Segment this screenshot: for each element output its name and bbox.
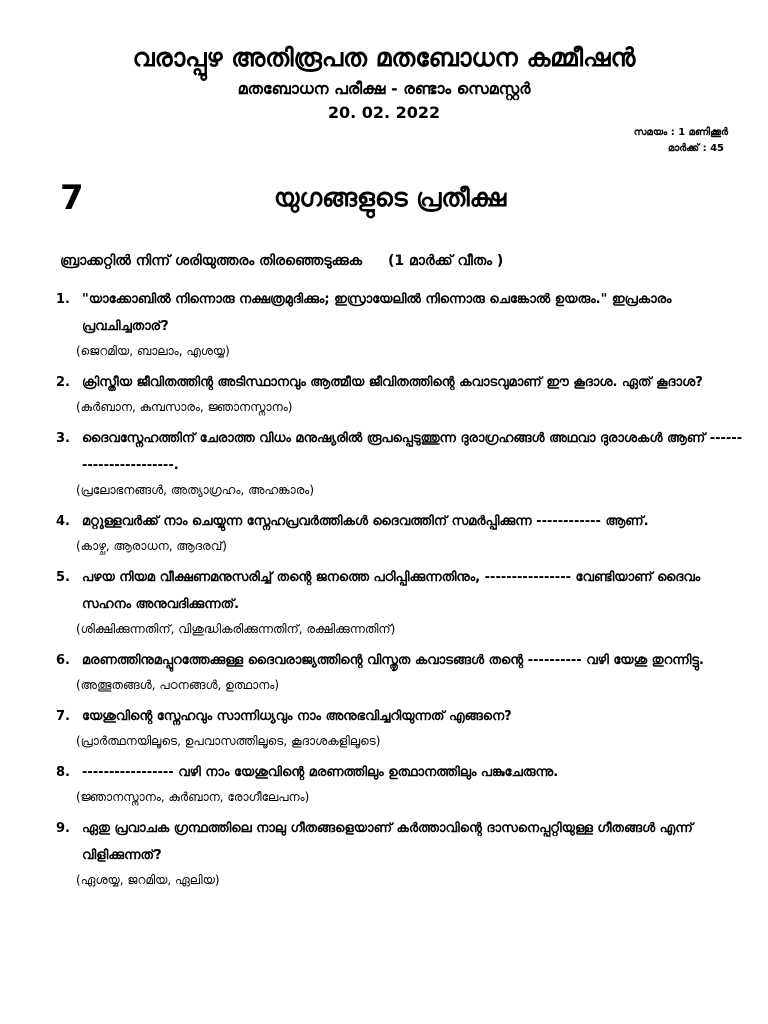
instruction-marks: (1 മാർക്ക് വീതം )	[387, 253, 504, 269]
exam-total-marks: മാർക്ക് : 45	[667, 143, 724, 154]
instruction-text: ബ്രാക്കറ്റിൽ നിന്ന് ശരിയുത്തരം തിരഞ്ഞെടുക്കുക	[60, 253, 362, 269]
lesson-title: യുഗങ്ങളുടെ പ്രതീക്ഷ	[273, 183, 507, 212]
question-text: പഴയ നിയമ വീക്ഷണമനുസരിച്ച് തന്റെ ജനത്തെ പഠിപ്പിക്കുന്നതിനും, ---------------- വേണ്ടിയാണ് ദൈവം സഹനം അനുവദിക്കുന്നത്.	[82, 570, 701, 612]
question-item	[56, 703, 746, 752]
question-list	[56, 286, 746, 898]
question-item	[56, 647, 746, 696]
question-text: ദൈവസ്നേഹത്തിന് ചേരാത്ത വിധം മനുഷ്യരിൽ രൂപപ്പെടുത്തുന്ന ദുരാഗ്രഹങ്ങൾ അഥവാ ദുരാശകൾ ആണ് -----------------------.	[82, 431, 743, 473]
question-number: 8.	[56, 765, 70, 780]
exam-subtitle: മതബോധന പരീക്ഷ - രണ്ടാം സെമസ്റ്റർ	[237, 79, 531, 98]
question-item	[56, 369, 746, 418]
question-item	[56, 815, 746, 891]
question-item	[56, 759, 746, 808]
question-text: മറ്റുള്ളവർക്ക് നാം ചെയ്യുന്ന സ്നേഹപ്രവർത്തികൾ ദൈവത്തിന് സമർപ്പിക്കുന്ന ------------ ആണ്.	[82, 514, 649, 529]
question-text: ഏതു പ്രവാചക ഗ്രന്ഥത്തിലെ നാലു ഗീതങ്ങളെയാണ് കർത്താവിന്റെ ദാസനെപ്പറ്റിയുള്ള ഗീതങ്ങൾ എന്ന് വിളിക്കുന്നത്?	[82, 821, 693, 863]
question-number: 1.	[56, 292, 70, 307]
question-options: (പ്രലോഭനങ്ങൾ, അത്യാഗ്രഹം, അഹങ്കാരം)	[76, 483, 315, 497]
question-text: മരണത്തിനുമപ്പുറത്തേക്കുള്ള ദൈവരാജ്യത്തിന്റെ വിസ്തൃത കവാടങ്ങൾ തന്റെ ---------- വഴി യേശു തുറന്നിട്ടു.	[82, 653, 704, 668]
question-options: (കുർബാന, കുമ്പസാരം, ജ്ഞാനസ്നാനം)	[76, 400, 293, 414]
question-options: (ജ്ഞാനസ്നാനം, കുർബാന, രോഗീലേപനം)	[76, 790, 310, 804]
question-item	[56, 508, 746, 557]
instruction	[60, 250, 503, 272]
question-number: 5.	[56, 570, 70, 585]
lesson-number: 7	[60, 178, 84, 218]
question-options: (കാഴ്ച, ആരാധന, ആദരവ്)	[76, 539, 227, 553]
question-item	[56, 564, 746, 640]
exam-date: 20. 02. 2022	[327, 103, 441, 122]
question-number: 6.	[56, 653, 70, 668]
page-title: വരാപ്പുഴ അതിരൂപത മതബോധന കമ്മീഷൻ	[132, 43, 636, 72]
question-number: 2.	[56, 375, 70, 390]
question-number: 3.	[56, 431, 70, 446]
question-item	[56, 425, 746, 501]
question-options: (പ്രാർത്ഥനയിലൂടെ, ഉപവാസത്തിലൂടെ, കൂദാശകളിലൂടെ)	[76, 734, 381, 748]
question-number: 7.	[56, 709, 70, 724]
question-options: (ശിക്ഷിക്കുന്നതിന്, വിശുദ്ധികരിക്കുന്നതിന്, രക്ഷിക്കുന്നതിന്)	[76, 622, 396, 636]
exam-duration: സമയം : 1 മണിക്കൂർ	[633, 127, 728, 138]
question-options: (ജെറമിയ, ബാലാം, എശയ്യ)	[76, 344, 230, 358]
question-text: ----------------- വഴി നാം യേശുവിന്റെ മരണത്തിലും ഉത്ഥാനത്തിലും പങ്കുചേരുന്നു.	[82, 765, 559, 780]
question-text: "യാക്കോബിൽ നിന്നൊരു നക്ഷത്രമുദിക്കും; ഇസ്രായേലിൽ നിന്നൊരു ചെങ്കോൽ ഉയരും." ഇപ്രകാരം പ്രവചിച്ചതാര്?	[82, 292, 672, 334]
question-item	[56, 286, 746, 362]
question-options: (അത്ഭുതങ്ങൾ, പഠനങ്ങൾ, ഉത്ഥാനം)	[76, 678, 280, 692]
question-text: യേശുവിന്റെ സ്നേഹവും സാന്നിധ്യവും നാം അനുഭവിച്ചറിയുന്നത് എങ്ങനെ?	[82, 709, 512, 724]
question-number: 4.	[56, 514, 70, 529]
question-text: ക്രിസ്തീയ ജീവിതത്തിന്റ അടിസ്ഥാനവും ആത്മീയ ജീവിതത്തിന്റെ കവാടവുമാണ് ഈ കൂദാശ. ഏത് കൂദാശ?	[82, 375, 703, 390]
question-number: 9.	[56, 821, 70, 836]
question-options: (ഏശയ്യ, ജറമിയ, ഏലിയ)	[76, 873, 220, 887]
